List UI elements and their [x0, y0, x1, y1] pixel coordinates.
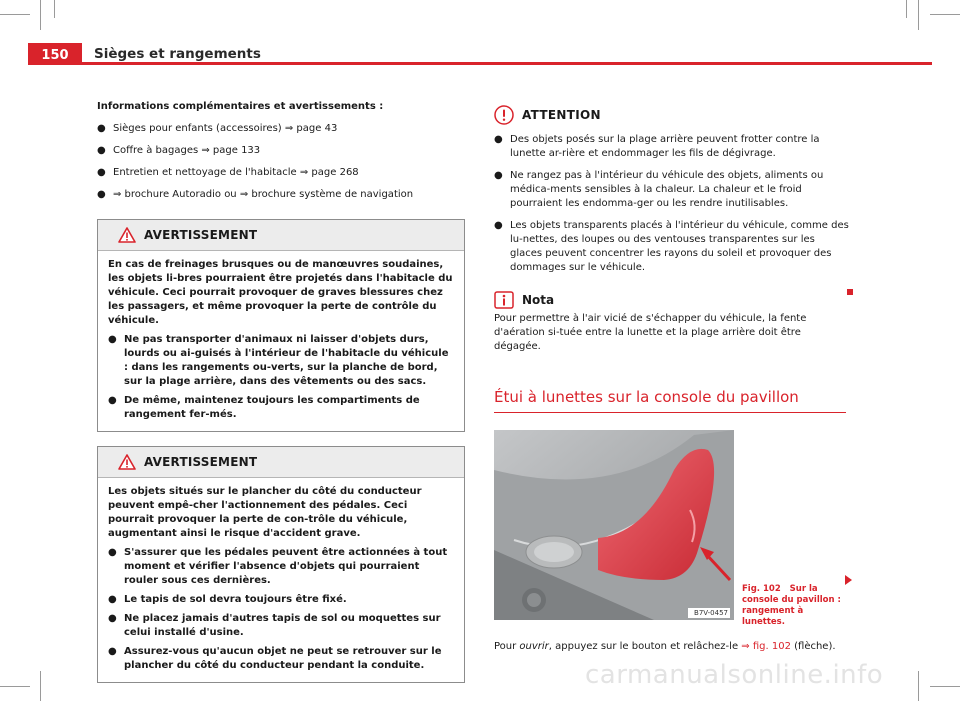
- figure-code: B7V-0457: [694, 609, 728, 617]
- info-list: [97, 122, 465, 202]
- list-item: ● Des objets posés sur la plage arrière peuvent frotter contre la lunette ar-rière et endommager les fils de dégivrage.: [494, 134, 820, 159]
- info-note-icon: [494, 291, 514, 309]
- warning-triangle-icon: [118, 227, 136, 243]
- figure-caption: [742, 584, 844, 628]
- list-item[interactable]: ● Coffre à bagages ⇒ page 133: [97, 145, 261, 156]
- list-item[interactable]: ● Entretien et nettoyage de l'habitacle ⇒ page 268: [97, 167, 359, 178]
- next-page-arrow-icon: [845, 575, 852, 585]
- figure-label: Fig. 102: [742, 584, 781, 594]
- right-column: [494, 100, 850, 654]
- section-heading: Étui à lunettes sur la console du pavillon: [494, 388, 846, 413]
- exclamation-circle-icon: [494, 105, 514, 125]
- warning-header: [98, 220, 464, 251]
- warning-intro: Les objets situés sur le plancher du côté du conducteur peuvent empê-cher l'actionnement des pédales. Ceci pourrait provoquer la perte de con-trôle du véhicule, augmentant ainsi le risque d'accident grave.: [108, 486, 422, 539]
- nota-header: [494, 291, 850, 309]
- section-title: Sièges et rangements: [94, 46, 261, 62]
- nota-text: Pour permettre à l'air vicié de s'échapper du véhicule, la fente d'aération si-tuée entre la lunette et la plage arrière doit être dégagée.: [494, 313, 807, 352]
- attention-header: [494, 105, 850, 125]
- list-item: ● S'assurer que les pédales peuvent être actionnées à tout moment et vérifier l'absence d'objets qui pourraient rouler sous ces dernières.: [108, 547, 448, 586]
- end-of-section-marker: [847, 289, 853, 295]
- list-item: ● Assurez-vous qu'aucun objet ne peut se retrouver sur le plancher du côté du conducteur pendant la conduite.: [108, 646, 442, 671]
- warning-body: [98, 251, 464, 431]
- left-column: [97, 100, 465, 683]
- warning-body: [98, 478, 464, 682]
- watermark: carmanualsonline.info: [585, 660, 884, 690]
- warning-box-1: [97, 219, 465, 432]
- warning-box-2: [97, 446, 465, 683]
- figure: [494, 430, 850, 628]
- warning-title: AVERTISSEMENT: [144, 455, 258, 469]
- attention-list: [494, 133, 850, 275]
- list-item: ● Le tapis de sol devra toujours être fixé.: [108, 594, 347, 605]
- page-number: 150: [28, 43, 82, 65]
- figure-link[interactable]: ⇒ fig. 102: [741, 641, 791, 652]
- warning-header: [98, 447, 464, 478]
- instruction-text: Pour ouvrir, appuyez sur le bouton et relâchez-le ⇒ fig. 102 (flèche).: [494, 641, 836, 652]
- info-heading: Informations complémentaires et avertissements :: [97, 101, 384, 112]
- figure-caption-text: Sur la console du pavillon : rangement à lunettes.: [742, 584, 841, 627]
- warning-intro: En cas de freinages brusques ou de manœuvres soudaines, les objets li-bres pourraient être projetés dans l'habitacle du véhicule. Ceci pourrait provoquer de graves blessures chez les passagers, et même provoquer la perte de contrôle du véhicule.: [108, 259, 453, 326]
- header-rule: [28, 62, 932, 65]
- list-item: ● Ne rangez pas à l'intérieur du véhicule des objets, aliments ou médica-ments sensibles à la chaleur. La chaleur et le froid pourraient les endomma-ger ou les rendre inutilisables.: [494, 170, 824, 209]
- list-item: ● Les objets transparents placés à l'intérieur du véhicule, comme des lu-nettes, des loupes ou des ventouses transparentes sur les glaces peuvent concentrer les rayons du soleil et provoquer des dommages sur le véhicule.: [494, 220, 849, 273]
- figure-photo: [494, 430, 734, 620]
- list-item: ● De même, maintenez toujours les compartiments de rangement fer-més.: [108, 395, 420, 420]
- warning-triangle-icon: [118, 454, 136, 470]
- list-item: ● Ne placez jamais d'autres tapis de sol ou moquettes sur celui installé d'usine.: [108, 613, 441, 638]
- list-item: ● Ne pas transporter d'animaux ni laisser d'objets durs, lourds ou ai-guisés à l'intérieur de l'habitacle du véhicule : dans les rangements ou-verts, sur la planche de bord, sur la plage arrière, dans des vêtements ou des sacs.: [108, 334, 449, 387]
- list-item[interactable]: ● Sièges pour enfants (accessoires) ⇒ page 43: [97, 123, 338, 134]
- attention-title: ATTENTION: [522, 108, 601, 122]
- list-item[interactable]: ● ⇒ brochure Autoradio ou ⇒ brochure système de navigation: [97, 189, 414, 200]
- warning-title: AVERTISSEMENT: [144, 228, 258, 242]
- nota-title: Nota: [522, 293, 555, 307]
